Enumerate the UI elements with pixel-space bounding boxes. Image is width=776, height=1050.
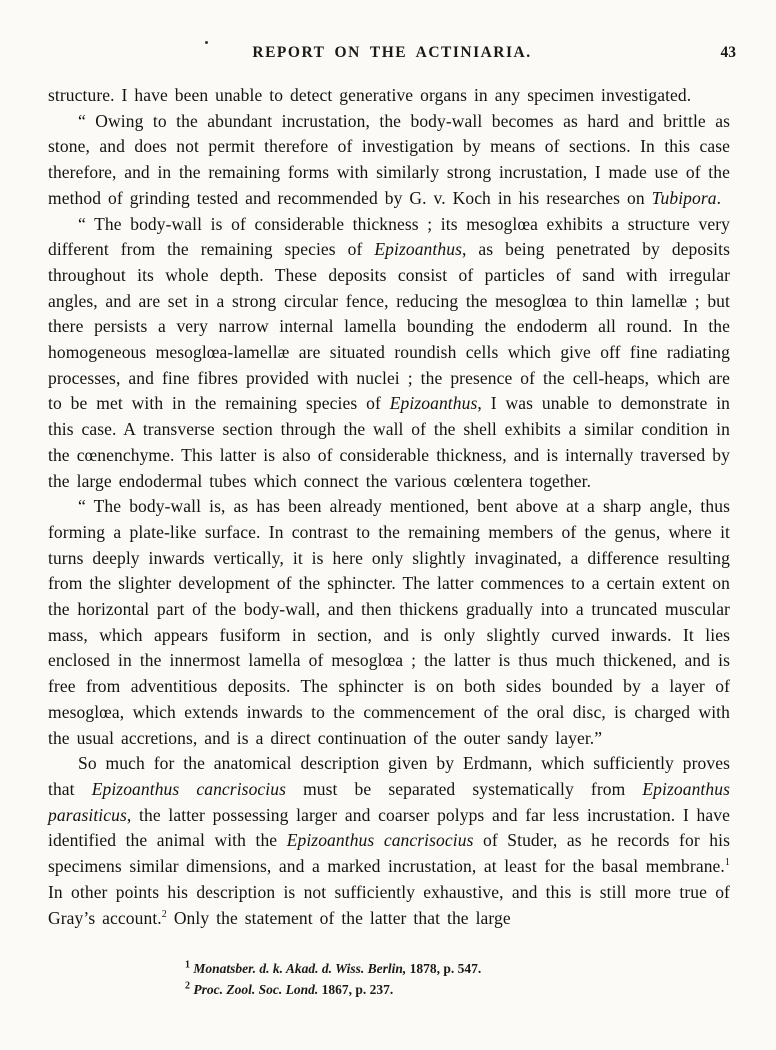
text-run: “ The body-wall is of considerable thickness ; its mesoglœa exhibits a structure very different from the remaining species of — [48, 213, 730, 260]
text-run: In other points his description is not sufficiently exhaustive, and this is still more true of Gray’s account. — [48, 881, 730, 928]
text-run: , I was unable to demonstrate in this case. A transverse section through the wall of the shell exhibits a similar condition in the cœnenchyme. This latter is also of considerable thickness, and is internally traversed by the large endodermal tubes which connect the various cœlentera together. — [48, 393, 731, 491]
footnote — [185, 979, 685, 1000]
text-run: “ The body-wall is, as has been already mentioned, bent above at a sharp angle, thus forming a plate-like surface. In contrast to the remaining members of the genus, where it turns deeply inwards vertically, it is here only slightly invaginated, a difference resulting from the slighter development of the sphincter. The latter commences to a certain extent on the horizontal part of the body-wall, and then thickens gradually into a truncated muscular mass, which appears fusiform in section, and is only slightly curved inwards. It lies enclosed in the innermost lamella of mesoglœa ; the latter is thus much thickened, and is free from adventitious deposits. The sphincter is on both sides bounded by a layer of mesoglœa, which extends inwards to the commencement of the oral disc, is charged with the usual accretions, and is a direct continuation of the outer sandy layer.” — [48, 496, 730, 748]
text-run: . — [716, 187, 722, 208]
italic-text: Monatsber. d. k. Akad. d. Wiss. Berlin, — [193, 961, 407, 976]
italic-text: Epizoanthus — [374, 239, 462, 260]
italic-text: Proc. Zool. Soc. Lond. — [193, 982, 319, 997]
paragraph — [48, 109, 730, 212]
footnote-ref: 2 — [161, 908, 167, 920]
page-number: 43 — [720, 44, 736, 61]
paragraph — [48, 494, 730, 751]
paragraph — [48, 83, 730, 109]
text-run: “ Owing to the abundant incrustation, the body-wall becomes as hard and brittle as stone, and does not permit therefore of investigation by means of sections. In this case therefore, and in the remaining forms with similarly strong incrustation, I made use of the method of grinding tested and recommended by G. v. Koch in his researches on — [48, 110, 730, 208]
footnote — [185, 958, 685, 979]
footnote-marker: 1 — [185, 959, 190, 971]
text-run: of Studer, as he records for his specimens similar dimensions, and a marked incrustation, at least for the basal membrane. — [48, 830, 730, 877]
page-title: REPORT ON THE ACTINIARIA. — [252, 44, 532, 61]
footnote-marker: 2 — [185, 980, 190, 992]
paragraph — [48, 751, 730, 931]
italic-text: Epizoanthus — [389, 393, 478, 414]
italic-text: Epizoanthus parasiticus — [48, 778, 730, 825]
text-run: must be separated systematically from — [286, 778, 643, 799]
page-header — [48, 44, 736, 66]
footnotes — [185, 958, 685, 1000]
footnote-ref: 1 — [724, 857, 730, 869]
text-run: 1878, p. 547. — [406, 961, 482, 976]
italic-text: Tubipora — [651, 187, 717, 208]
text-run: , the latter possessing larger and coarser polyps and far less incrustation. I have identified the animal with the — [48, 804, 730, 851]
page-body — [48, 83, 730, 931]
italic-text: Epizoanthus cancrisocius — [286, 830, 474, 851]
text-run: Only the statement of the latter that the large — [166, 907, 511, 928]
text-run: So much for the anatomical description given by Erdmann, which sufficiently proves that — [48, 753, 730, 799]
text-run: 1867, p. 237. — [318, 982, 394, 997]
paragraph — [48, 212, 730, 495]
text-run: , as being penetrated by deposits throughout its whole depth. These deposits consist of particles of sand with irregular angles, and are set in a strong circular fence, reducing the mesoglœa to thin lamellæ ; but there persists a very narrow internal lamella bounding the endoderm all round. In the homogeneous mesoglœa-lamellæ are situated roundish cells which give off fine radiating processes, and fine fibres provided with nuclei ; the presence of the cell-heaps, which are to be met with in the remaining species of — [48, 239, 730, 414]
italic-text: Epizoanthus cancrisocius — [91, 778, 287, 799]
text-run: structure. I have been unable to detect generative organs in any specimen investigated. — [48, 85, 692, 105]
